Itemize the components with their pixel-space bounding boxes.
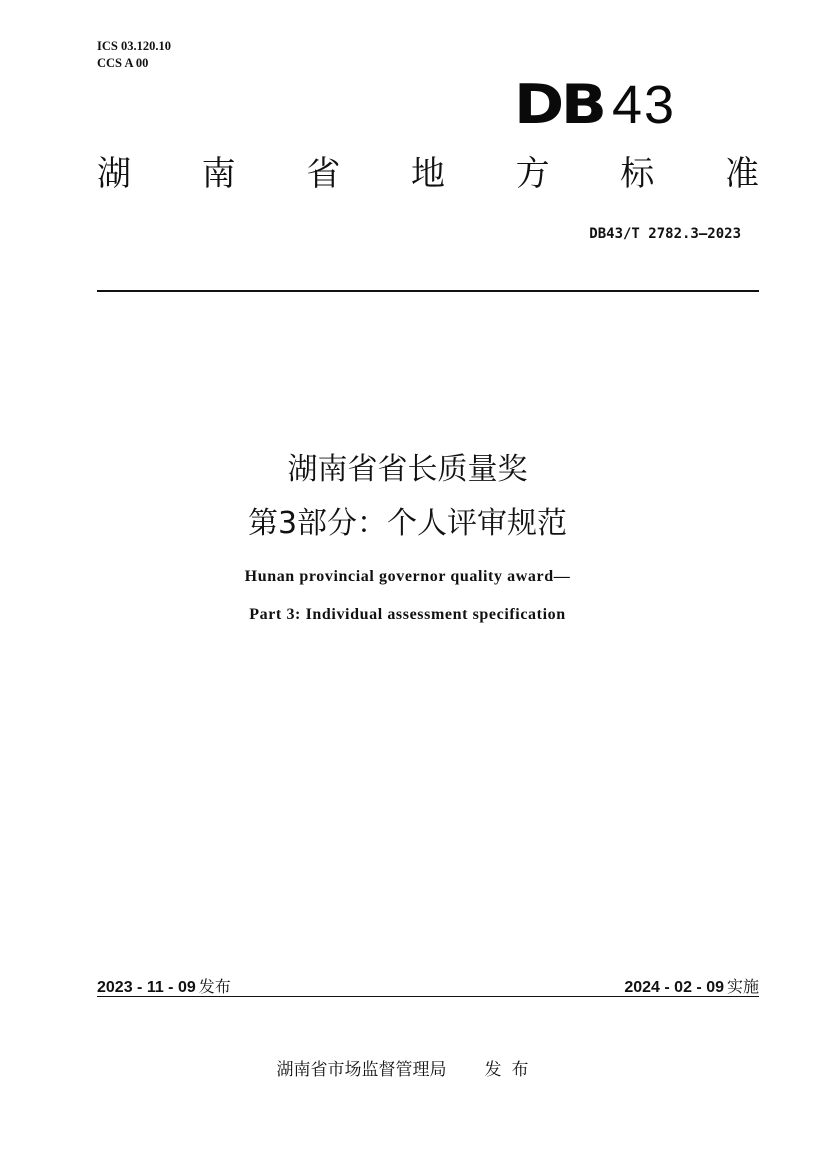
ccs-code: CCS A 00 — [97, 56, 149, 70]
standard-type-char: 准 — [724, 154, 759, 194]
publisher — [0, 1055, 815, 1080]
db-region-number: 43 — [611, 75, 677, 135]
db-mark: DB — [514, 73, 604, 136]
standard-type-title — [97, 152, 759, 196]
implementation-date-label: 实施 — [726, 977, 759, 996]
standard-type-char: 湖 — [97, 154, 131, 194]
bottom-divider — [97, 996, 759, 997]
implementation-date-value: 2024 - 02 - 09 — [624, 979, 724, 996]
issue-date-value: 2023 - 11 - 09 — [97, 979, 196, 996]
standard-type-char: 地 — [410, 154, 445, 194]
publisher-action: 发布 — [484, 1060, 539, 1080]
standard-type-char: 省 — [306, 154, 341, 194]
classification-codes — [97, 38, 171, 72]
issue-date — [97, 974, 231, 997]
standard-type-char: 南 — [201, 154, 236, 194]
implementation-date — [624, 974, 759, 997]
standard-type-char: 标 — [620, 154, 655, 194]
publisher-org: 湖南省市场监督管理局 — [276, 1060, 447, 1080]
db-logo — [514, 72, 677, 136]
standard-code: DB43/T 2782.3—2023 — [589, 226, 741, 242]
title-cn-line1: 湖南省省长质量奖 — [287, 452, 528, 487]
title-en-line1: Hunan provincial governor quality award— — [244, 568, 571, 585]
standard-type-char: 方 — [515, 154, 550, 194]
ics-code: ICS 03.120.10 — [97, 39, 171, 53]
title-cn-line2: 第3部分：个人评审规范 — [247, 506, 568, 541]
title-en-line2: Part 3: Individual assessment specification — [249, 606, 566, 623]
top-divider — [97, 290, 759, 292]
issue-date-label: 发布 — [198, 977, 231, 996]
